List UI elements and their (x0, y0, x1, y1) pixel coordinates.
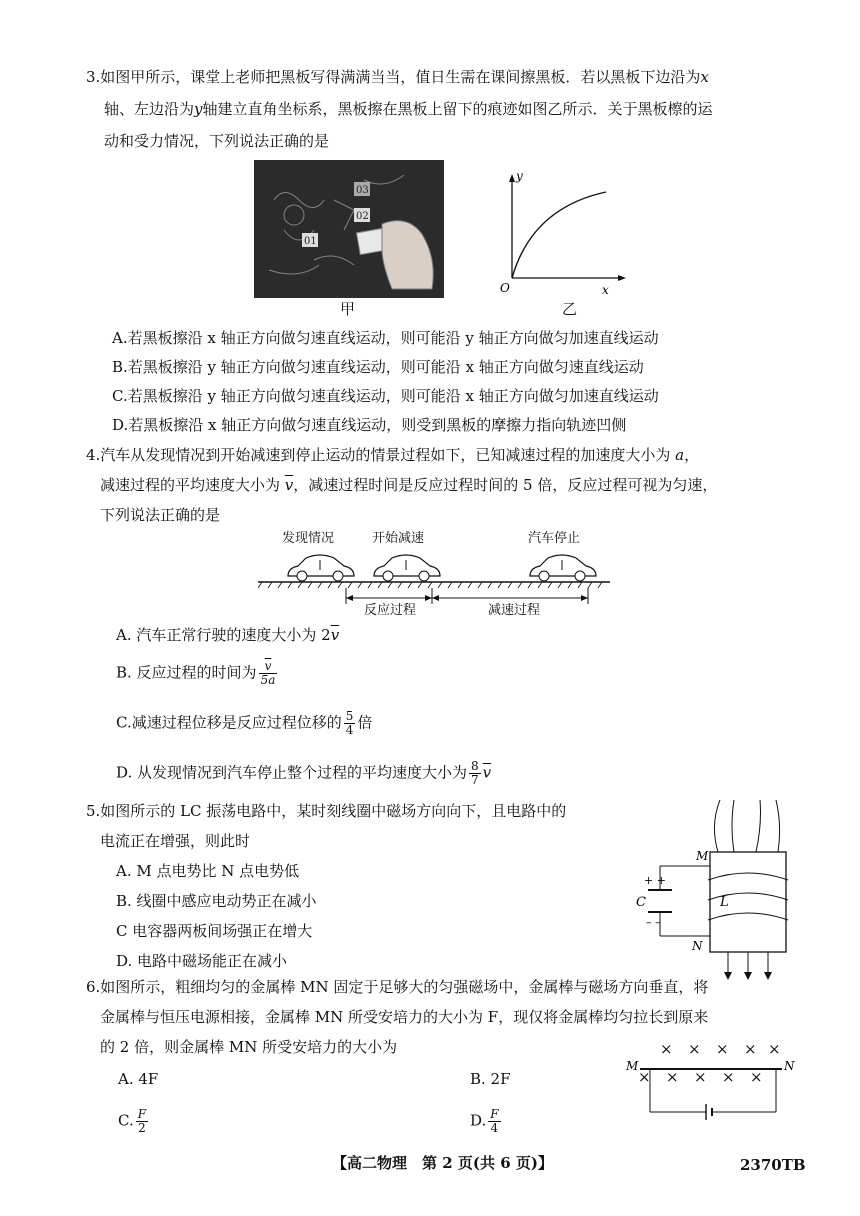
q4-option-a (116, 624, 339, 646)
graph-x-label: x (602, 283, 609, 297)
q4-opt-d-den: 7 (471, 773, 479, 787)
field-line-3 (756, 800, 761, 852)
x-axis-arrow-icon (618, 275, 626, 281)
q5-stem-line1: 5.如图所示的 LC 振荡电路中，某时刻线圈中磁场方向向下，且电路中的 (86, 802, 567, 820)
ground-hatch (258, 582, 602, 588)
q3-option-a: A.若黑板擦沿 x 轴正方向做匀速直线运动，则可能沿 y 轴正方向做匀加速直线运动 (112, 329, 659, 347)
q6-option-c (118, 1108, 150, 1135)
q3-stem-text2a: 轴、左边沿为 (104, 100, 195, 118)
car-icon-brake (374, 555, 440, 581)
q6-opt-d-fraction (488, 1108, 500, 1135)
q6-opt-c-fraction (136, 1108, 148, 1135)
q3-var-x: x (700, 68, 709, 86)
label-m: M (696, 849, 709, 863)
chalkboard-photo-drawing (254, 160, 444, 298)
down-arrow-icon-1 (724, 972, 732, 980)
cross-icon-1: × (660, 1040, 673, 1058)
q4-opt-c-fraction (344, 710, 356, 737)
q6-option-a: A. 4F (118, 1070, 159, 1088)
q4-stem-line3: 下列说法正确的是 (100, 506, 221, 524)
car-icon-stop (530, 555, 596, 581)
cross-icon-7: × (666, 1068, 679, 1086)
page-footer-code: 2370TB (740, 1156, 806, 1174)
cross-icon-9: × (722, 1068, 735, 1086)
q4-opt-b-fraction (259, 660, 278, 687)
photo-label-02: 02 (356, 211, 369, 222)
q6-opt-d-den: 4 (490, 1121, 499, 1135)
arrow-right-icon-2 (581, 595, 588, 601)
q4-stem-line2 (100, 474, 717, 496)
arrow-left-icon-2 (432, 595, 439, 601)
q3-stem-line1 (86, 66, 709, 88)
cross-icon-4: × (744, 1040, 757, 1058)
photo-label-01: 01 (304, 236, 317, 247)
cross-icon-5: × (768, 1040, 781, 1058)
label-n6: N (784, 1059, 795, 1073)
q3-stem-text1: 3.如图甲所示，课堂上老师把黑板写得满满当当，值日生需在课间擦黑板．若以黑板下边沿为 (86, 68, 701, 86)
cross-icon-6: × (638, 1068, 651, 1086)
q5-option-c: C 电容器两板间场强正在增大 (116, 922, 313, 940)
q4-opt-c-post: 倍 (357, 713, 373, 732)
q6-stem-line1: 6.如图所示，粗细均匀的金属棒 MN 固定于足够大的匀强磁场中，金属棒与磁场方向垂直，将 (86, 978, 709, 996)
q4-opt-a-var: $\overline{v}$ (330, 626, 340, 644)
q3-var-y: y (194, 100, 203, 118)
range-label-decel: 减速过程 (488, 603, 541, 618)
plus-sign: + + (644, 874, 666, 887)
page-footer-label: 【高二物理 第 2 页(共 6 页)】 (332, 1154, 553, 1172)
trajectory-curve (512, 192, 606, 278)
q4-opt-b-text: B. 反应过程的时间为 (116, 663, 257, 682)
field-line-2 (732, 800, 734, 852)
cross-icon-8: × (694, 1068, 707, 1086)
q3-option-d: D.若黑板擦沿 x 轴正方向做匀速直线运动，则受到黑板的摩擦力指向轨迹凹侧 (112, 416, 627, 434)
q4-opt-c-den: 4 (345, 723, 354, 737)
q5-option-d: D. 电路中磁场能正在减小 (116, 952, 288, 970)
q6-stem-line3: 的 2 倍，则金属棒 MN 所受安培力的大小为 (100, 1038, 398, 1056)
q6-opt-d-text: D. (470, 1111, 487, 1130)
q4-stem-text1b: ， (684, 446, 700, 464)
car-label-found: 发现情况 (282, 531, 335, 546)
q3-stem-line3: 动和受力情况，下列说法正确的是 (104, 132, 330, 150)
trajectory-graph (498, 168, 628, 308)
car-label-stop: 汽车停止 (528, 531, 581, 546)
q4-stem-text1a: 4.汽车从发现情况到开始减速到停止运动的情景过程如下，已知减速过程的加速度大小为 (86, 446, 671, 464)
q6-stem-line2: 金属棒与恒压电源相接，金属棒 MN 所受安培力的大小为 F，现仅将金属棒均匀拉长到原来 (100, 1008, 709, 1026)
q4-opt-c-num: 5 (345, 709, 354, 723)
car-icon-found (288, 555, 354, 581)
q4-option-d (116, 760, 491, 787)
graph-y-label: y (516, 169, 523, 183)
q4-option-c (116, 710, 372, 737)
q4-option-b (116, 660, 279, 687)
down-arrow-icon-3 (764, 972, 772, 980)
cross-icon-10: × (750, 1068, 763, 1086)
fig-jia-caption: 甲 (340, 300, 356, 318)
minus-sign: – – (646, 916, 661, 929)
down-arrow-icon-2 (744, 972, 752, 980)
q4-opt-b-num: $\overline{v}$ (259, 660, 278, 674)
q4-opt-d-num: 8 (471, 759, 479, 773)
q6-opt-d-num: F (490, 1107, 499, 1121)
q4-var-a: a (675, 446, 685, 464)
chalkboard-photo (254, 160, 444, 298)
graph-origin-label: O (500, 281, 510, 295)
q4-stem-text2b: ，减速过程时间是反应过程时间的 5 倍，反应过程可视为匀速， (293, 476, 718, 494)
q5-option-a: A. M 点电势比 N 点电势低 (116, 862, 300, 880)
field-line-4 (776, 800, 780, 852)
field-line-1 (714, 800, 720, 852)
cross-icon-3: × (716, 1040, 729, 1058)
q6-option-d (470, 1108, 503, 1135)
q4-opt-b-den: 5a (260, 673, 276, 687)
label-n: N (692, 939, 703, 953)
q4-var-vbar: $\overline{v}$ (284, 476, 294, 494)
q3-option-c: C.若黑板擦沿 y 轴正方向做匀速直线运动，则可能沿 x 轴正方向做匀加速直线运动 (112, 387, 659, 405)
q6-opt-c-den: 2 (138, 1121, 146, 1135)
q3-stem-text2b: 轴建立直角坐标系，黑板擦在黑板上留下的痕迹如图乙所示．关于黑板檫的运 (202, 100, 713, 118)
q3-stem-line2 (104, 98, 713, 120)
q4-opt-d-var: $\overline{v}$ (482, 763, 492, 782)
label-c: C (636, 895, 646, 910)
q4-opt-a-text: A. 汽车正常行驶的速度大小为 2 (116, 626, 331, 644)
q3-option-b: B.若黑板擦沿 y 轴正方向做匀速直线运动，则可能沿 x 轴正方向做匀速直线运动 (112, 358, 644, 376)
fig-yi-caption: 乙 (562, 300, 578, 318)
q5-stem-line2: 电流正在增强，则此时 (100, 832, 251, 850)
q4-stem-text2a: 减速过程的平均速度大小为 (100, 476, 281, 494)
photo-label-03: 03 (356, 185, 369, 196)
q4-stem-line1 (86, 444, 699, 466)
magnetic-field-crosses (638, 1040, 781, 1086)
arrow-right-icon (425, 595, 432, 601)
q4-opt-d-fraction (469, 760, 481, 787)
y-axis-arrow-icon (509, 174, 515, 182)
q6-opt-c-text: C. (118, 1111, 134, 1130)
label-m6: M (626, 1059, 639, 1073)
rod-field-diagram (620, 1036, 800, 1120)
arrow-left-icon (346, 595, 353, 601)
q4-opt-c-text: C.减速过程位移是反应过程位移的 (116, 713, 342, 732)
cross-icon-2: × (688, 1040, 701, 1058)
range-label-reaction: 反应过程 (364, 603, 417, 618)
q6-opt-c-num: F (137, 1107, 147, 1121)
car-diagram (258, 548, 610, 620)
q5-option-b: B. 线圈中感应电动势正在减小 (116, 892, 317, 910)
label-l: L (720, 895, 729, 910)
q4-opt-d-text: D. 从发现情况到汽车停止整个过程的平均速度大小为 (116, 763, 468, 782)
car-label-brake: 开始减速 (372, 531, 425, 546)
q6-option-b: B. 2F (470, 1070, 511, 1088)
lc-circuit-diagram (630, 800, 800, 980)
